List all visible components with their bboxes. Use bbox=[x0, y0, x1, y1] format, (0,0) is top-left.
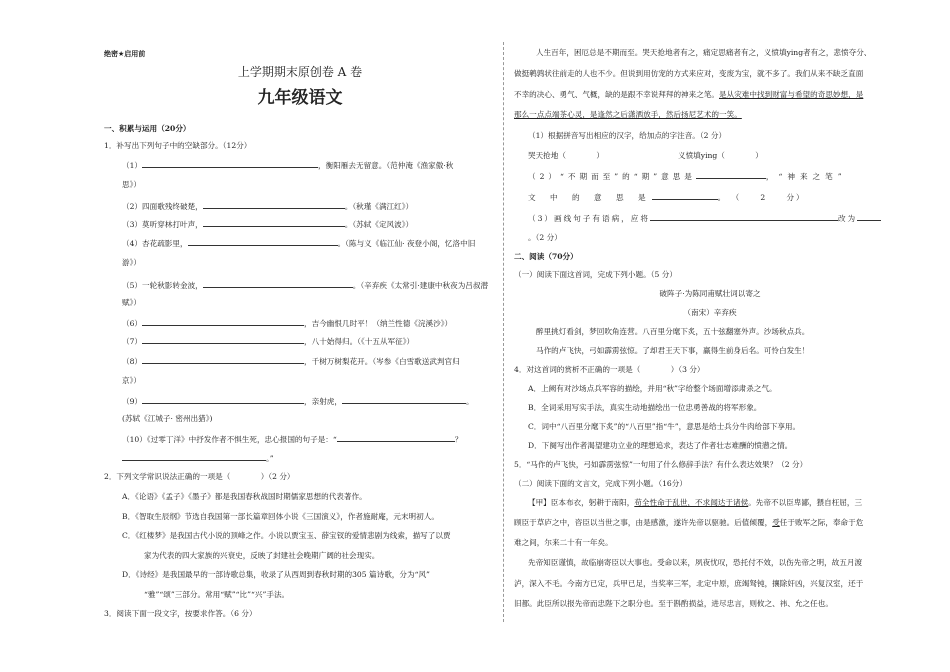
section-1-heading: 一、积累与运用（20分） bbox=[104, 124, 191, 133]
answer-blank[interactable] bbox=[337, 433, 455, 442]
underlined-sentence: 是从灾难中找到财富与希望的奇思妙想，是 bbox=[719, 90, 864, 99]
marked-char: 受 bbox=[772, 518, 780, 527]
reading-part-1-intro: （一）阅读下面这首词，完成下列小题。（5 分） bbox=[514, 270, 677, 279]
q4-option-b[interactable]: B．全词采用写实手法，真实生动地描绘出一位忠勇善战的将军形象。 bbox=[528, 403, 762, 412]
classical-line-2: 顾臣于草庐之中，咨臣以当世之事，由是感激，遂许先帝以驱驰。后值倾覆，受任于败军之际，奉命于危 bbox=[514, 518, 864, 527]
classical-line-1: 【甲】臣本布衣，躬耕于南阳，苟全性命于乱世，不求闻达于诸侯。先帝不以臣卑鄙，猥自枉屈，三 bbox=[528, 498, 863, 507]
answer-blank[interactable] bbox=[142, 159, 318, 168]
q1-item-10: （10）《过零丁洋》中抒发作者不惧生死，忠心报国的句子是：“ ？ bbox=[122, 435, 463, 444]
q1-item-6: （6） ，吉今幽恨几时平！（纳兰性德《浣溪沙》） bbox=[122, 319, 453, 328]
q1-item-9-source: (苏轼《江城子· 密州出猎》) bbox=[122, 414, 213, 423]
q2-option-d-cont: “雅”“颂”三部分。常用“赋”“比”“兴”手法。 bbox=[144, 590, 290, 599]
q3-part-2: （2）“不期而至”的“期”意思是 ，“神来之笔” bbox=[528, 172, 847, 181]
q2-option-d[interactable]: D．《诗经》是我国最早的一部诗歌总集，收录了从西周到春秋时期的305 篇诗歌，分为“风” bbox=[122, 570, 430, 579]
section-2-heading: 二、阅读（70分） bbox=[514, 252, 578, 261]
q4-option-c[interactable]: C．词中“八百里分麾下炙”的“八百里”指“牛”，意思是给士兵分牛肉给部下享用。 bbox=[528, 422, 801, 431]
q2-option-a[interactable]: A．《论语》《孟子》《墨子》都是我国春秋战国时期儒家思想的代表著作。 bbox=[122, 492, 367, 501]
answer-blank[interactable] bbox=[122, 452, 266, 461]
q4-option-a[interactable]: A．上阙有对沙场点兵军容的描绘，并用“秋”字给整个场面增添肃杀之气。 bbox=[528, 384, 777, 393]
poem-title: 破阵子·为陈同甫赋壮词以寄之 bbox=[659, 289, 761, 298]
answer-blank[interactable] bbox=[203, 218, 345, 227]
classical-line-4: 先帝知臣谨慎，故临崩寄臣以大事也。受命以来，夙夜忧叹，恐托付不效，以伤先帝之明，故五月渡 bbox=[528, 558, 863, 567]
poem-line-1: 醉里挑灯看剑，梦回吹角连营。八百里分麾下炙，五十弦翻塞外声。沙场秋点兵。 bbox=[536, 327, 810, 336]
q1-item-2: （2）四面歌残终破楚， 。（秋瑾《满江红》） bbox=[122, 202, 414, 211]
q1-item-8: （8） ，千树万树梨花开。（岑参《白雪歌送武判官归 bbox=[122, 357, 460, 366]
question-2: 2．下列文学常识说法正确的一项是（ ）（2 分） bbox=[104, 472, 295, 481]
question-3: 3．阅读下面一段文字，按要求作答。（6 分） bbox=[104, 609, 257, 618]
q3-part-3: （3）画线句子有语病，应将 改为 bbox=[528, 212, 881, 224]
passage-line-1: 人生百年，困厄总是不期而至。哭天抢地者有之，痛定思痛者有之，义愤填ying者有之，悲愤夺分、 bbox=[536, 48, 872, 57]
answer-blank[interactable] bbox=[203, 200, 345, 209]
question-5: 5．“马作的卢飞快，弓如霹雳弦惊”一句用了什么修辞手法？有什么表达效果？（2 分） bbox=[514, 460, 808, 469]
q4-option-d[interactable]: D．下阕写出作者渴望建功立业的理想追求，表达了作者壮志难酬的愤懑之情。 bbox=[528, 441, 793, 450]
answer-blank[interactable] bbox=[142, 395, 304, 404]
q1-item-4: （4）杏花疏影里， 。（陈与义《临江仙· 夜登小阁，忆洛中旧 bbox=[122, 239, 476, 248]
answer-blank[interactable] bbox=[857, 212, 881, 221]
poem-line-2: 马作的卢飞快，弓如霹雳弦惊。了却君王天下事，赢得生前身后名。可怜白发生！ bbox=[536, 346, 810, 355]
classical-line-6: 旧都。此臣所以报先帝而忠陛下之职分也。至于斟酌损益，进尽忠言，则攸之、祎、允之任也。 bbox=[514, 599, 833, 608]
q1-item-7: （7） ，八十始得归。（《十五从军征》） bbox=[122, 337, 415, 346]
answer-blank[interactable] bbox=[142, 335, 304, 344]
passage-line-4: 那么一点点端茶心灵，是逢然之后潇洒放手，然后扬尼艺术的一笑。 bbox=[514, 110, 742, 119]
q3-part-3-cont: 。（2 分） bbox=[528, 233, 562, 242]
q2-option-c-cont: 家为代表的四大家族的兴衰史，反映了封建社会晚期广阔的社会现实。 bbox=[144, 551, 380, 560]
answer-blank[interactable] bbox=[203, 279, 353, 288]
q2-option-c[interactable]: C．《红楼梦》是我国古代小说的顶峰之作。小说以贾宝玉、薛宝钗的爱情悲剧为线索，描写了以贾 bbox=[122, 531, 451, 540]
q1-item-3: （3）莫听穿林打叶声， 。（苏轼《定风波》） bbox=[122, 220, 414, 229]
secret-label: 绝密★启用前 bbox=[104, 50, 146, 58]
classical-line-5: 泸，深入不毛。今南方已定，兵甲已足，当奖率三军，北定中原，庶竭驽钝，攘除奸凶，兴复汉室，还于 bbox=[514, 579, 864, 588]
answer-blank[interactable] bbox=[696, 170, 766, 179]
question-4: 4．对这首词的赏析不正确的一项是（ ）（3 分） bbox=[514, 365, 705, 374]
passage-line-3: 不幸的决心、勇气、气概，缺的是跟不幸说拜拜的神来之笔。是从灾难中找到财富与希望的奇思妙想，是 bbox=[514, 90, 864, 99]
q2-option-b[interactable]: B．《智取生辰纲》节选自我国第一部长篇章回体小说《三国演义》，作者施耐庵，元末明初人。 bbox=[122, 512, 439, 521]
column-divider bbox=[503, 42, 504, 622]
question-1: 1．补写出下列句子中的空缺部分。（12分） bbox=[104, 141, 252, 150]
passage-line-2: 做挺鹌鹑状往前走的人也不少。但说到用仿宠的方式来应对，变废为宝，就不多了。我们从来不缺乏直面 bbox=[514, 69, 864, 78]
q3-part-2-cont: 文 中 的 意 思 是 。 （ 2 分） bbox=[528, 193, 806, 202]
q1-item-5: （5）一轮秋影转金波， 。（辛弃疾《太常引·建康中秋夜为吕叔潜 bbox=[122, 281, 489, 290]
answer-blank[interactable] bbox=[142, 317, 304, 326]
q3-part-1-word-a[interactable]: 哭天抢地（ ） bbox=[528, 151, 604, 160]
q1-item-10-cont: 。” bbox=[122, 452, 274, 464]
q1-item-1: （1） ，衡阳雁去无留意。（范仲淹《渔家傲·秋 bbox=[122, 161, 454, 170]
q3-part-1-word-b[interactable]: 义愤填ying（ ） bbox=[678, 151, 763, 160]
classical-line-3: 难之间，尔来二十有一年矣。 bbox=[514, 538, 613, 547]
subject-title: 九年级语文 bbox=[257, 88, 343, 108]
answer-blank[interactable] bbox=[188, 237, 338, 246]
exam-title: 上学期期末原创卷 A 卷 bbox=[237, 65, 363, 79]
answer-blank[interactable] bbox=[650, 212, 838, 221]
underlined-phrase: 苟全性命于乱世，不求闻达于诸侯 bbox=[634, 498, 749, 507]
q1-item-9: （9） ，亲射虎， 。 bbox=[122, 397, 474, 406]
answer-blank[interactable] bbox=[142, 355, 304, 364]
answer-blank[interactable] bbox=[342, 395, 466, 404]
q1-item-5-cont: 赋》） bbox=[122, 298, 141, 307]
q1-item-4-cont: 游》） bbox=[122, 258, 141, 267]
q1-item-1-cont: 思》） bbox=[122, 180, 141, 189]
reading-part-2-intro: （二）阅读下面的文言文，完成下列小题。（16分） bbox=[514, 479, 687, 488]
answer-blank[interactable] bbox=[652, 191, 718, 200]
q3-part-1: （1）根据拼音写出相应的汉字，给加点的字注音。（2 分） bbox=[528, 131, 727, 140]
q1-item-8-cont: 京》） bbox=[122, 376, 141, 385]
poem-author: （南宋）辛弃疾 bbox=[683, 308, 737, 317]
